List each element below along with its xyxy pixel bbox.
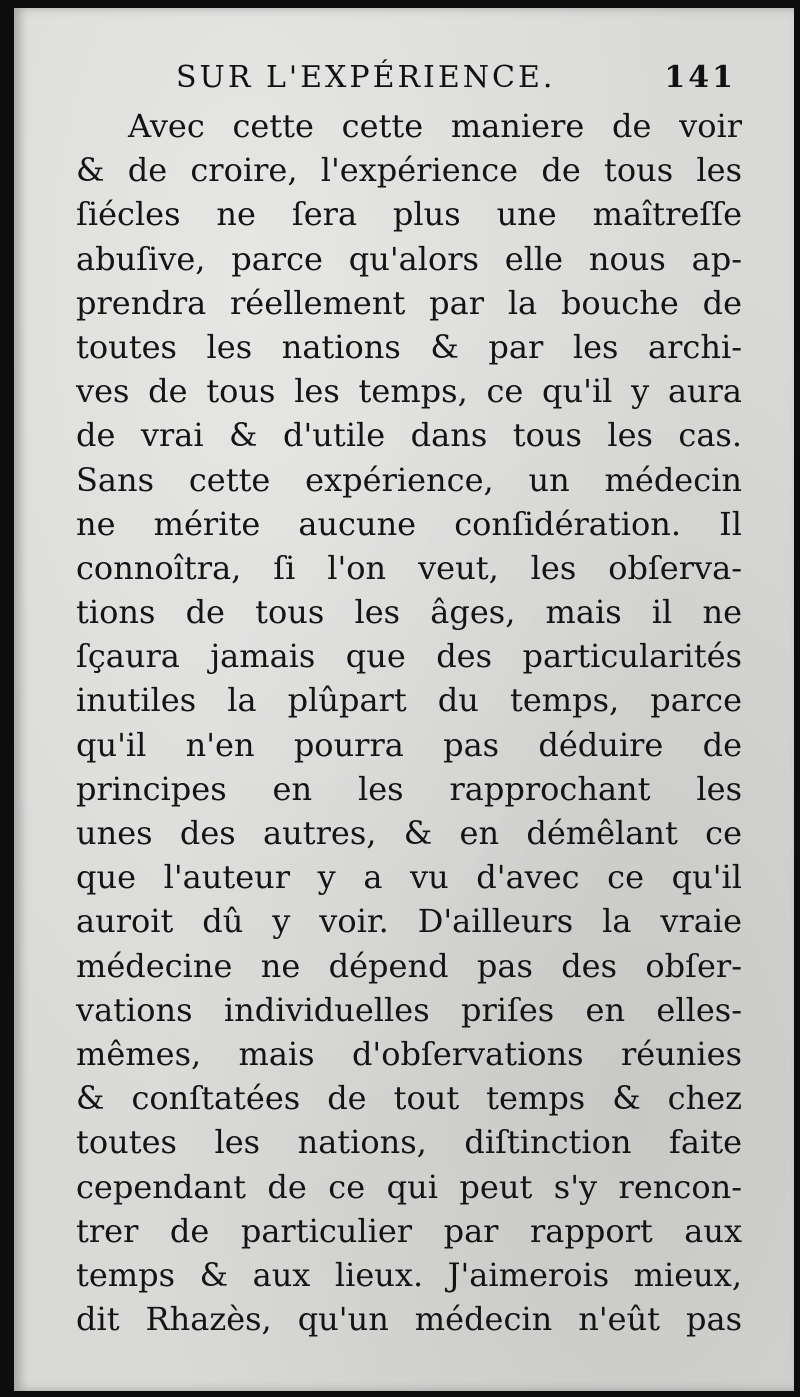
text-line: Sans cette expérience, un médecin [76, 460, 742, 499]
page-number: 141 [664, 60, 736, 95]
text-line: connoîtra, ſi l'on veut, les obſerva- [76, 548, 742, 587]
text-line: de vrai & d'utile dans tous les cas. [76, 416, 742, 455]
text-line: trer de particulier par rapport aux [76, 1211, 742, 1250]
text-line: principes en les rapprochant les [76, 769, 742, 808]
text-line: ves de tous les temps, ce qu'il y aura [76, 372, 742, 411]
text-line: auroit dû y voir. D'ailleurs la vraie [76, 902, 742, 941]
text-line: abuſive, parce qu'alors elle nous ap- [76, 239, 742, 278]
text-line: que l'auteur y a vu d'avec ce qu'il [76, 858, 742, 897]
text-line: ſçaura jamais que des particularités [76, 637, 742, 676]
text-line: médecine ne dépend pas des obſer- [76, 946, 742, 985]
text-line: prendra réellement par la bouche de [76, 283, 742, 322]
text-line: & conſtatées de tout temps & chez [76, 1079, 742, 1118]
text-line: & de croire, l'expérience de tous les [76, 151, 742, 190]
text-line: qu'il n'en pourra pas déduire de [76, 725, 742, 764]
text-line: Avec cette cette maniere de voir [128, 107, 742, 145]
body-text [76, 104, 742, 1341]
text-line: ne mérite aucune conſidération. Il [76, 504, 742, 543]
text-line: inutiles la plûpart du temps, parce [76, 681, 742, 720]
text-line: dit Rhazès, qu'un médecin n'eût pas [76, 1300, 742, 1339]
running-title: SUR L'EXPÉRIENCE. [176, 60, 556, 95]
text-line: ſiécles ne ſera plus une maîtreſſe [76, 195, 742, 234]
running-head [176, 60, 736, 100]
text-line: toutes les nations, diſtinction faite [76, 1123, 742, 1162]
text-line: mêmes, mais d'obſervations réunies [76, 1034, 742, 1073]
text-line: unes des autres, & en démêlant ce [76, 814, 742, 852]
text-line: vations individuelles priſes en elles- [76, 990, 742, 1029]
text-line: tions de tous les âges, mais il ne [76, 593, 742, 632]
text-line: temps & aux lieux. J'aimerois mieux, [76, 1255, 742, 1294]
text-line: cependant de ce qui peut s'y rencon- [76, 1167, 742, 1206]
book-page [14, 8, 794, 1391]
text-line: toutes les nations & par les archi- [76, 327, 742, 366]
